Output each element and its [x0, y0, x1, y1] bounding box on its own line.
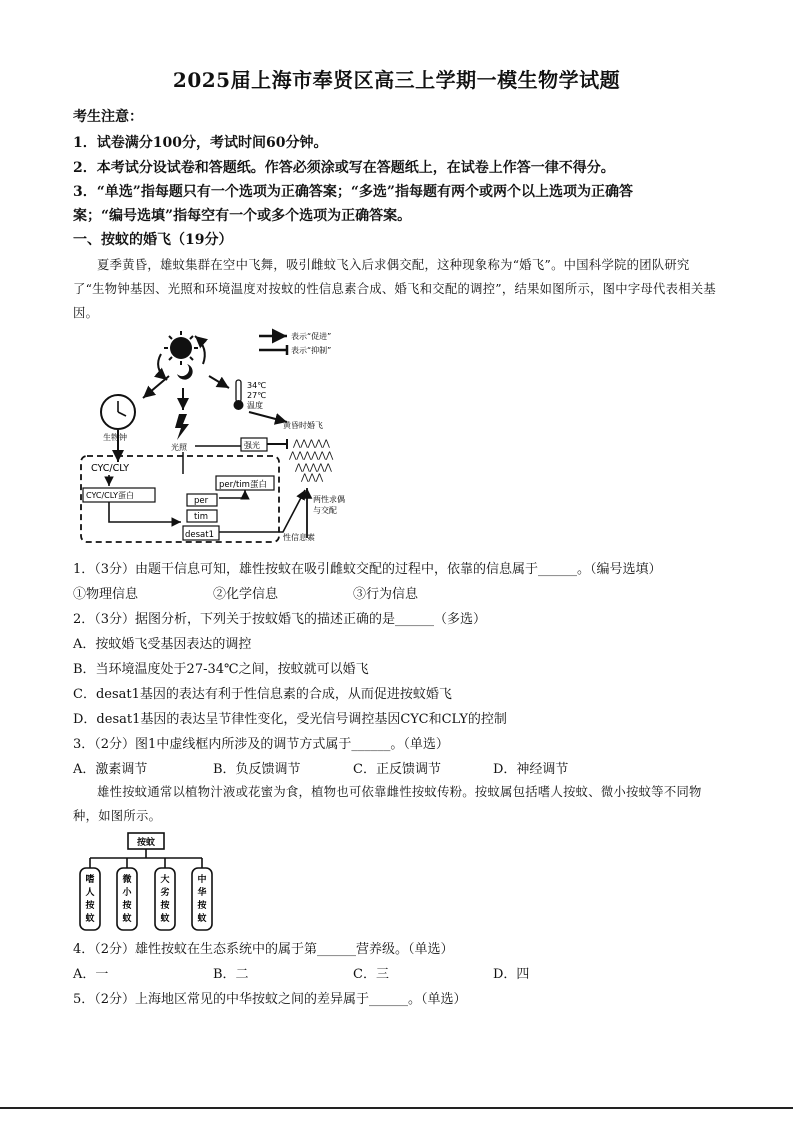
- q2-option-d: D．desat1基因的表达呈节律性变化，受光信号调控基因CYC和CLY的控制: [73, 712, 507, 727]
- lightning-icon: [175, 414, 189, 440]
- svg-text:⋀⋀⋀⋀⋀: ⋀⋀⋀⋀⋀: [295, 463, 332, 473]
- temp-label: 温度: [247, 401, 263, 410]
- notice-item-3: 3．“单选”指每题只有一个选项为正确答案；“多选”指每题有两个或两个以上选项为正确答: [73, 184, 633, 200]
- q4-option-a: A．一: [73, 967, 109, 982]
- question-1: 1．（3分）由题干信息可知，雄性按蚊在吸引雌蚊交配的过程中，依靠的信息属于______。（编号选填）: [73, 562, 662, 577]
- per-tim-protein: per/tim蛋白: [219, 480, 267, 490]
- page-bottom-rule: [0, 1107, 793, 1109]
- svg-text:⋀⋀⋀⋀⋀⋀: ⋀⋀⋀⋀⋀⋀: [289, 451, 334, 461]
- regulation-diagram: [73, 326, 363, 546]
- notice-item-3-cont: 案；“编号选填”指每空有一个或多个选项为正确答案。: [73, 208, 412, 224]
- q3-option-d: D．神经调节: [493, 762, 569, 777]
- question-5: 5．（2分）上海地区常见的中华按蚊之间的差异属于______。（单选）: [73, 992, 467, 1007]
- light-label: 光照: [171, 443, 187, 452]
- section-intro: 夏季黄昏，雄蚊集群在空中飞舞，吸引雌蚊飞入后求偶交配，这种现象称为“婚飞”。中国科学院的团队研究了“生物钟基因、光照和环境温度对按蚊的性信息素合成、婚飞和交配的调控”，结果如图所示，图中字母代表相关基因。: [73, 258, 717, 320]
- legend: [259, 331, 331, 355]
- desat1-gene: desat1: [185, 530, 215, 540]
- tim-gene: tim: [194, 512, 208, 522]
- question-4: 4．（2分）雄性按蚊在生态系统中的属于第______营养级。（单选）: [73, 942, 454, 957]
- q1-option-2: ②化学信息: [213, 587, 279, 602]
- thermometer-icon: [234, 380, 244, 410]
- q1-option-1: ①物理信息: [73, 587, 139, 602]
- page-title: 2025届上海市奉贤区高三上学期一模生物学试题: [172, 68, 621, 92]
- q2-option-c: C．desat1基因的表达有利于性信息素的合成，从而促进按蚊婚飞: [73, 687, 452, 702]
- q3-option-a: A．激素调节: [73, 762, 148, 777]
- per-gene: per: [194, 496, 209, 506]
- mating-label-2: 与交配: [313, 506, 337, 515]
- q4-option-d: D．四: [493, 967, 530, 982]
- clock-icon: [101, 395, 135, 429]
- question-3: 3．（2分）图1中虚线框内所涉及的调节方式属于______。（单选）: [73, 737, 449, 752]
- section-heading: 一、按蚊的婚飞（19分）: [73, 232, 233, 248]
- mosquito-swarm: [288, 439, 334, 483]
- strong-light-label: 强光: [244, 441, 260, 450]
- cyc-cly-protein: CYC/CLY蛋白: [86, 491, 135, 500]
- sun-icon: [164, 331, 198, 365]
- section-paragraph-2: 雄性按蚊通常以植物汁液或花蜜为食，植物也可依靠雌性按蚊传粉。按蚊属包括嗜人按蚊、微小按蚊等不同物种，如图所示。: [73, 785, 702, 823]
- species-1-label: 嗜人按蚊: [85, 875, 95, 924]
- notice-item-1: 1．试卷满分100分，考试时间60分钟。: [73, 135, 328, 151]
- notice-item-2: 2．本考试分设试卷和答题纸。作答必须涂或写在答题纸上，在试卷上作答一律不得分。: [73, 160, 615, 176]
- legend-inhibit: 表示“抑制”: [291, 346, 332, 355]
- temp-low: 27℃: [247, 391, 267, 400]
- species-tree-diagram: [73, 830, 223, 934]
- mating-label-1: 两性求偶: [313, 495, 345, 504]
- dusk-flight-label: 黄昏时婚飞: [283, 421, 323, 430]
- species-2-label: 微小按蚊: [122, 875, 132, 924]
- moon-icon: [177, 364, 193, 380]
- q4-option-c: C．三: [353, 967, 389, 982]
- clock-label: 生物钟: [103, 433, 127, 442]
- svg-text:⋀⋀⋀: ⋀⋀⋀: [301, 473, 324, 483]
- svg-text:⋀⋀⋀⋀⋀: ⋀⋀⋀⋀⋀: [293, 439, 330, 449]
- notice-heading: 考生注意：: [73, 109, 143, 125]
- species-4-label: 中华按蚊: [197, 875, 207, 924]
- q4-option-b: B．二: [213, 967, 249, 982]
- q3-option-b: B．负反馈调节: [213, 762, 301, 777]
- species-3-label: 大劣按蚊: [160, 875, 170, 924]
- q2-option-a: A．按蚊婚飞受基因表达的调控: [73, 637, 252, 652]
- q2-option-b: B．当环境温度处于27-34℃之间，按蚊就可以婚飞: [73, 662, 369, 677]
- tree-root-label: 按蚊: [136, 838, 156, 848]
- legend-promote: 表示“促进”: [291, 332, 332, 341]
- cyc-cly-gene: CYC/CLY: [91, 463, 130, 474]
- q3-option-c: C．正反馈调节: [353, 762, 441, 777]
- question-2: 2．（3分）据图分析，下列关于按蚊婚飞的描述正确的是______（多选）: [73, 612, 487, 627]
- temp-high: 34℃: [247, 381, 267, 390]
- q1-option-3: ③行为信息: [353, 587, 419, 602]
- pheromone-label: 性信息素: [283, 533, 315, 542]
